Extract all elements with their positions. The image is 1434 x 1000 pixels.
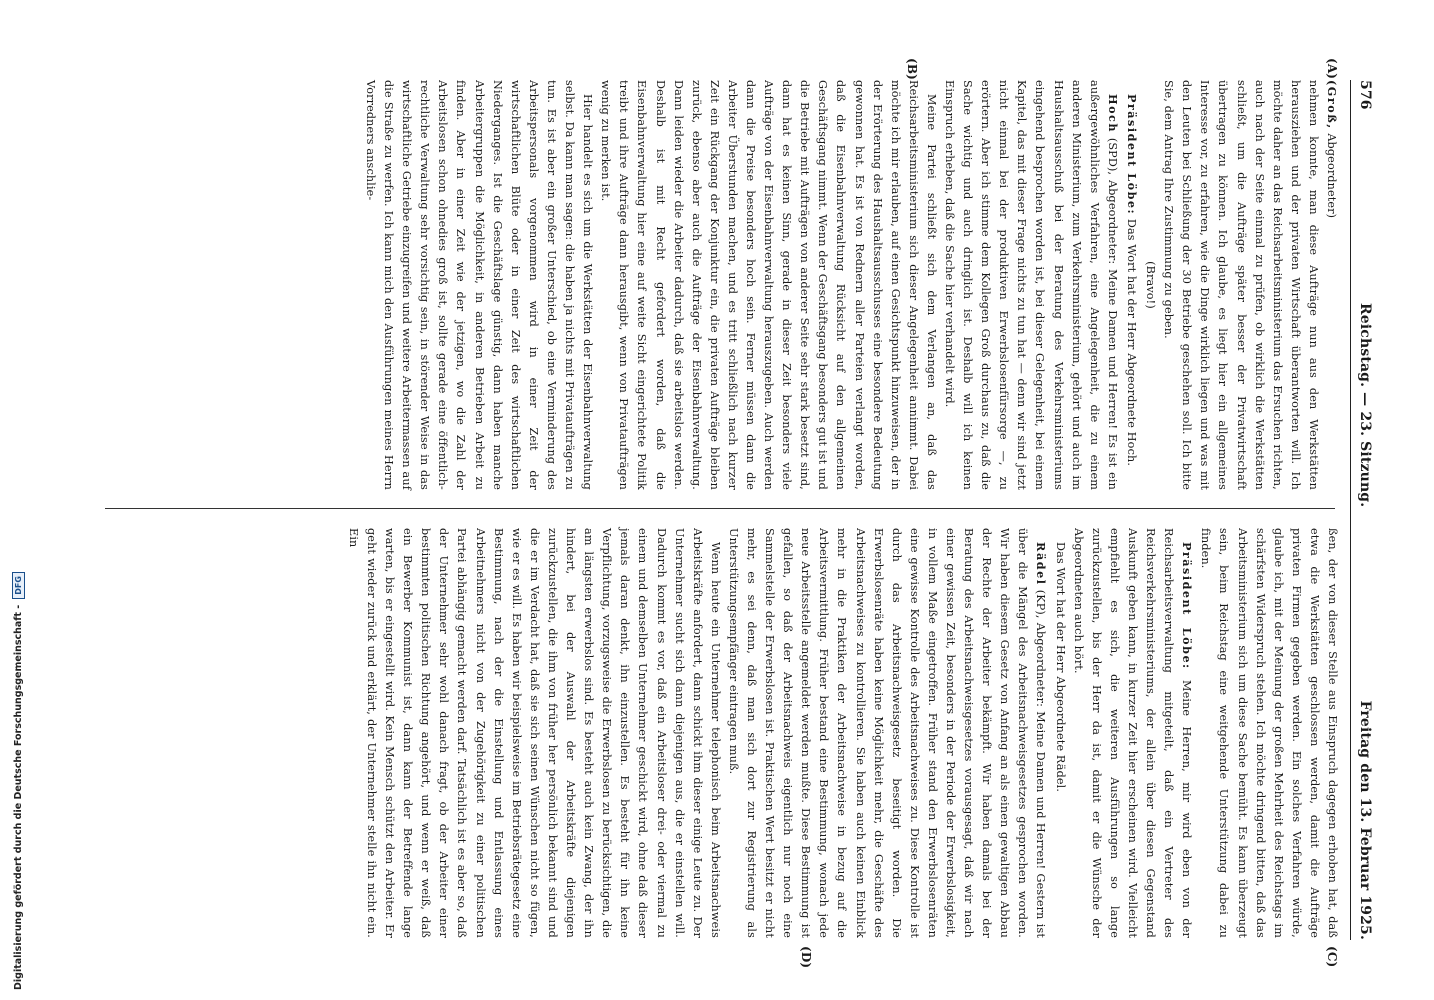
page-number: 576 [1357, 80, 1374, 110]
speech-text: (SPD), Abgeordneter: Meine Damen und Herren! Es ist ein außergewöhnliches Verfahren, eine Angelegenheit, die zu einem anderen Ministerium, zum Verkehrsministerium, gehört und auch im Haushaltsausschuß bei der Beratung des Verkehrsministeriums eingehend besprochen worden ist, bei dieser Gelegenheit, bei einem Kapitel, das mit dieser Frage nichts zu tun hat — denn wir sind jetzt nicht einmal bei der produktiven Erwerbslosenfürsorge —, zu erörtern. Aber ich stimme dem Kollegen Groß durchaus zu, daß die Sache wichtig und auch dringlich ist. Deshalb will ich keinen Einspruch erheben, daß die Sache hier verhandelt wird. [943, 80, 1119, 490]
speaker-name: Hoch [1105, 94, 1120, 133]
left-column [361, 80, 1341, 490]
speaker-paragraph [1069, 528, 1197, 938]
speech-text: Meine Herren, mir wird eben von der Reichsarbeitsverwaltung mitgeteilt, daß ein Vertreter des Reichsverkehrsministeriums, der allein über diesen Gegenstand Auskunft geben kann, in kurzer Zeit hier erscheinen wird. Vielleicht empfiehlt es sich, die weiteren Ausführungen so lange zurückzustellen, bis der Herr da ist, damit er die Wünsche der Abgeordneten auch hört. [1071, 528, 1194, 938]
margin-marker-d: (D) [799, 946, 813, 969]
column-divider [105, 508, 1335, 509]
right-column [344, 528, 1341, 938]
body-paragraph: Meine Partei schließt sich dem Verlangen an, daß das Reichsarbeitsministerium sich dieser Angelegenheit annimmt. Dabei möchte ich mir erlauben, auf einen Gesichtspunkt hinzuweisen, der in der Erörterung des Haushaltsausschusses eine besondere Bedeutung gewonnen hat. Es ist von Rednern aller Parteien verlangt worden, daß die Eisenbahnverwaltung Rücksicht auf den allgemeinen Geschäftsgang nimmt. Wenn der Geschäftsgang besonders gut ist und die Betriebe mit Aufträgen von anderer Seite sehr stark besetzt sind, dann hat es keinen Sinn, gerade in dieser Zeit besonders viele Aufträge von der Eisenbahnverwaltung herauszugeben. Auch werden dann die Preise besonders hoch sein. Ferner müssen dann die Arbeiter Überstunden machen, und es tritt schließlich nach kurzer Zeit ein Rückgang der Konjunktur ein, die privaten Aufträge bleiben zurück, ebenso aber auch die Aufträge der Eisenbahnverwaltung. Dann leiden wieder die Arbeiter dadurch, daß sie arbeitslos werden. Deshalb ist mit Recht gefordert worden, daß die Eisenbahnverwaltung hier eine auf weite Sicht eingerichtete Politik treibt und ihre Aufträge dann herausgibt, wenn von Privataufträgen wenig zu merken ist. [599, 80, 938, 490]
header-date: Freitag den 13. Februar 1925. [1357, 700, 1374, 940]
dfg-logo: DFG [12, 572, 25, 599]
body-paragraph: Wenn heute ein Unternehmer telephonisch beim Arbeitsnachweis Arbeitskräfte anfordert, dann schickt ihm dieser einige Leute zu. Der Unternehmer sucht sich dann diejenigen aus, die er einstellen will. Dadurch kommt es vor, daß ein Arbeitsloser drei- oder viermal zu einem und demselben Unternehmer geschickt wird, ohne daß dieser jemals daran denkt, ihn einzustellen. Es besteht für ihn keine Verpflichtung, vorzugsweise die Erwerbslosen zu berücksichtigen, die am längsten erwerbslos sind. Es besteht auch kein Zwang, der ihn hindert, bei der Auswahl der Arbeitskräfte diejenigen zurückzustellen, die ihm von früher her persönlich bekannt sind und die er im Verdacht hat, daß sie sich seinen Wünschen nicht so fügen, wie er es will. Es haben wir beispielsweise im Betriebsrätegesetz eine Bestimmung, nach der die Einstellung und Entlassung eines Arbeitnehmers nicht von der Zugehörigkeit zu einer politischen Partei abhängig gemacht werden darf. Tatsächlich ist es aber so, daß der Unternehmer sehr wohl danach fragt, ob der Arbeiter einer bestimmten politischen Richtung angehört, und wenn er weiß, daß ein Bewerber Kommunist ist, dann kann der Betreffende lange warten, bis er eingestellt wird. Kein Mensch schützt den Arbeiter. Er geht wieder zurück und erklärt, der Unternehmer stelle ihn nicht ein. Ein [346, 528, 722, 938]
speaker-name: (Groß, [1325, 80, 1339, 130]
margin-marker-b: (B) [905, 58, 919, 80]
side-credit [12, 572, 25, 990]
margin-marker-c: (C) [1325, 946, 1339, 968]
margin-marker-a: (A) [1325, 58, 1339, 80]
speaker-paragraph [1122, 80, 1141, 490]
rotated-document-page [105, 58, 1375, 969]
speaker-paragraph [940, 80, 1122, 490]
body-paragraph: Das Wort hat der Herr Abgeordnete Rädel. [1053, 542, 1067, 793]
stage-direction: (Bravo!) [1144, 261, 1158, 309]
speaker-name: Präsident Löbe: [1124, 94, 1139, 216]
body-paragraph: ßen, der von dieser Stelle aus Einspruch dagegen erhoben hat, daß etwa die Werkstätten geschlossen werden, damit die Aufträge privaten Firmen gegeben werden. Ein solches Verfahren würde, glaube ich, mit der Meinung der großen Mehrheit des Reichstags im schärfsten Widerspruch stehen. Ich möchte dringend bitten, daß das Arbeitsministerium sich um diese Sache bemüht. Es kann überzeugt sein, beim Reichstag eine weitgehende Unterstützung dabei zu finden. [1199, 528, 1339, 938]
page-header [1355, 80, 1375, 940]
side-credit-text: Digitalisierung gefördert durch die Deutsche Forschungsgemeinschaft - [13, 604, 24, 990]
speaker-paragraph [724, 528, 1051, 938]
speech-text: Das Wort hat der Herr Abgeordnete Hoch. [1124, 218, 1138, 467]
speaker-paragraph [1322, 80, 1341, 490]
body-paragraph: nehmen konnte, man diese Aufträge nun aus den Werkstätten herausziehen und der privaten Wirtschaft überantworten will. Ich möchte daher an das Reichsarbeitsministerium das Ersuchen richten, auch nach der Seite einmal zu prüfen, ob wirklich die Werkstätten schließt, um die Aufträge später besser der Privatwirtschaft übertragen zu können. Ich glaube, es liegt hier ein allgemeines Interesse vor, zu erfahren, wie die Dinge wirklich liegen und was mit den Leuten bei Schließung der 30 Betriebe geschehen soll. Ich bitte Sie, dem Antrag Ihre Zustimmung zu geben. [1162, 80, 1320, 490]
header-rule [1350, 80, 1351, 940]
speaker-name: Rädel [1034, 542, 1049, 586]
speaker-name: Präsident Löbe: [1180, 542, 1195, 670]
body-paragraph: Hier handelt es sich um die Werkstätten der Eisenbahnverwaltung selbst. Da kann man sagen: die haben ja nichts mit Privataufträgen zu tun. Es ist aber ein großer Unterschied, ob eine Verminderung des Arbeitspersonals vorgenommen wird in einer Zeit der wirtschaftlichen Blüte oder in einer Zeit des wirtschaftlichen Niederganges. Ist die Geschäftslage günstig, dann haben manche Arbeitergruppen die Möglichkeit, in anderen Betrieben Arbeit zu finden. Aber in einer Zeit wie der jetzigen, wo die Zahl der Arbeitslosen schon ohnedies groß ist, sollte gerade eine öffentlich-rechtliche Verwaltung sehr vorsichtig sein, in störender Weise in das wirtschaftliche Getriebe einzugreifen und weitere Arbeitermassen auf die Straße zu werfen. Ich kann mich den Ausführungen meines Herrn Vorredners anschlie- [364, 80, 595, 490]
speech-text: (KP), Abgeordneter: Meine Damen und Herren! Gestern ist über die Mängel des Arbeitsnachweisgesetzes gesprochen worden. Wir haben diesem Gesetz von Anfang an als einen gewaltigen Abbau der Rechte der Arbeiter bekämpft. Wir haben damals bei der Beratung des Arbeitsnachweisgesetzes vorausgesagt, daß wir nach einer gewissen Zeit, besonders in der Periode der Erwerbslosigkeit, in vollem Maße eingetroffen. Früher stand den Erwerbslosenräten eine gewisse Kontrolle des Arbeitsnachweises zu. Diese Kontrolle ist durch das Arbeitsnachweisgesetz beseitigt worden. Die Erwerbslosenräte haben keine Möglichkeit mehr, die Geschäfte des Arbeitsnachweises zu kontrollieren. Sie haben auch keinen Einblick mehr in die Praktiken der Arbeitsnachweise in bezug auf die Arbeitsvermittlung. Früher bestand eine Bestimmung, wonach jede neue Arbeitsstelle angemeldet werden mußte. Diese Bestimmung ist gefallen, so daß der Arbeitsnachweis eigentlich nur noch eine Sammelstelle der Erwerbslosen ist. Praktischen Wert besitzt er nicht mehr, es sei denn, daß man sich dort zur Registrierung als Unterstützungsempfänger eintragen muß. [726, 528, 1048, 938]
header-session: Reichstag. — 23. Sitzung. [1357, 303, 1374, 508]
speech-text: Abgeordneter) [1325, 133, 1338, 219]
